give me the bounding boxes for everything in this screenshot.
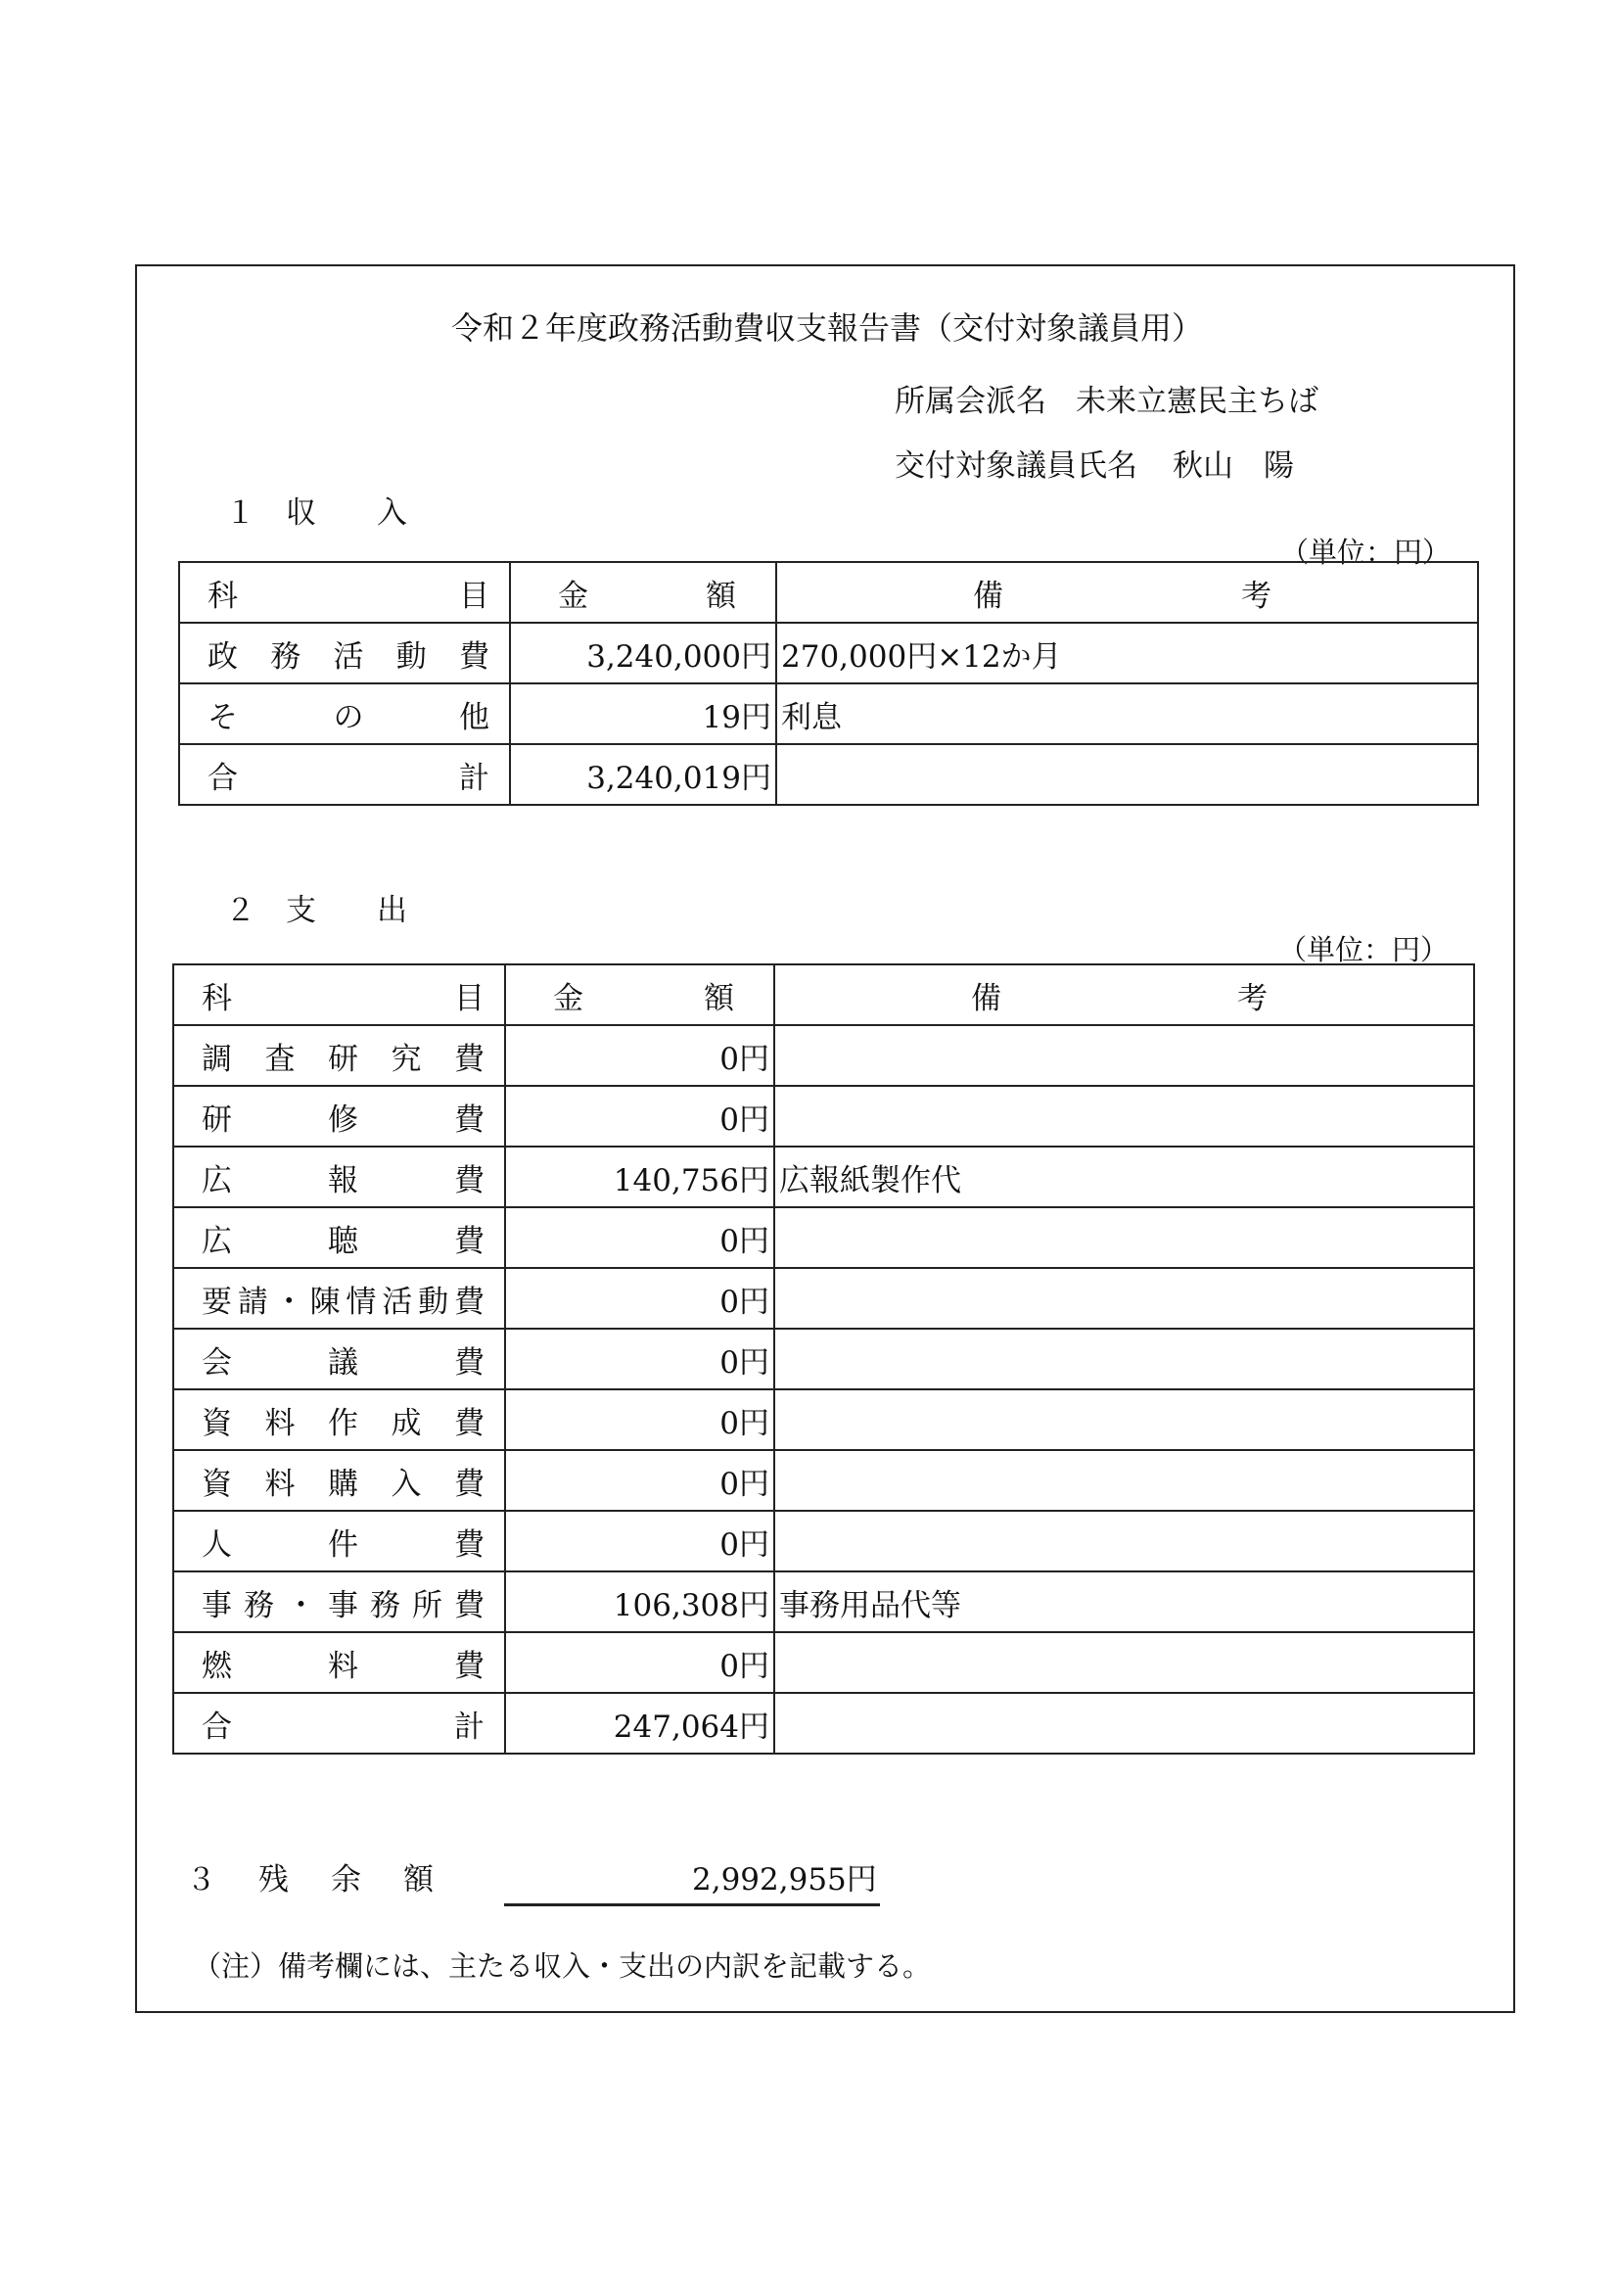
amount-cell: 3,240,019円 bbox=[510, 744, 776, 805]
expense-unit: （単位：円） bbox=[1278, 933, 1450, 966]
item-cell: その他 bbox=[179, 683, 510, 744]
balance-label: ３ 残 余 額 bbox=[186, 1862, 439, 1898]
column-header: 科目 bbox=[179, 562, 510, 623]
column-header: 備考 bbox=[776, 562, 1478, 623]
remarks-cell: 広報紙製作代 bbox=[774, 1147, 1474, 1207]
table-row bbox=[179, 744, 1478, 805]
faction-line bbox=[895, 376, 1318, 420]
remarks-cell bbox=[774, 1025, 1474, 1086]
footnote: （注）備考欄には、主たる収入・支出の内訳を記載する。 bbox=[193, 1949, 932, 1983]
amount-cell: 0円 bbox=[505, 1207, 774, 1268]
amount-cell: 140,756円 bbox=[505, 1147, 774, 1207]
amount-cell: 0円 bbox=[505, 1329, 774, 1389]
item-cell: 政務活動費 bbox=[179, 623, 510, 683]
expense-section-title: ２ 支 出 bbox=[225, 893, 407, 928]
table-row bbox=[173, 1632, 1474, 1693]
amount-cell: 0円 bbox=[505, 1086, 774, 1147]
item-cell: 合計 bbox=[179, 744, 510, 805]
amount-cell: 0円 bbox=[505, 1025, 774, 1086]
remarks-cell bbox=[774, 1450, 1474, 1511]
table-row bbox=[173, 1450, 1474, 1511]
expense-header-row bbox=[173, 964, 1474, 1025]
income-unit: （単位：円） bbox=[1280, 536, 1452, 569]
member-label: 交付対象議員氏名 bbox=[895, 448, 1137, 484]
faction-name: 未来立憲民主ちば bbox=[1076, 384, 1318, 419]
table-row bbox=[173, 1329, 1474, 1389]
amount-cell: 106,308円 bbox=[505, 1571, 774, 1632]
amount-cell: 0円 bbox=[505, 1389, 774, 1450]
table-row bbox=[173, 1086, 1474, 1147]
remarks-cell bbox=[774, 1389, 1474, 1450]
table-row bbox=[173, 1207, 1474, 1268]
balance-value: 2,992,955円 bbox=[692, 1862, 877, 1898]
remarks-cell bbox=[774, 1207, 1474, 1268]
item-cell: 広聴費 bbox=[173, 1207, 505, 1268]
expense-table bbox=[172, 963, 1475, 1755]
column-header: 科目 bbox=[173, 964, 505, 1025]
amount-cell: 247,064円 bbox=[505, 1693, 774, 1754]
remarks-cell: 事務用品代等 bbox=[774, 1571, 1474, 1632]
remarks-cell bbox=[776, 744, 1478, 805]
item-cell: 広報費 bbox=[173, 1147, 505, 1207]
remarks-cell bbox=[774, 1632, 1474, 1693]
table-row bbox=[179, 683, 1478, 744]
remarks-cell bbox=[774, 1268, 1474, 1329]
report-frame bbox=[135, 264, 1515, 2013]
item-cell: 資料購入費 bbox=[173, 1450, 505, 1511]
amount-cell: 0円 bbox=[505, 1511, 774, 1571]
remarks-cell bbox=[774, 1693, 1474, 1754]
table-row bbox=[173, 1147, 1474, 1207]
income-header-row bbox=[179, 562, 1478, 623]
income-section-title: １ 収 入 bbox=[225, 495, 407, 531]
amount-cell: 3,240,000円 bbox=[510, 623, 776, 683]
member-line bbox=[895, 441, 1294, 485]
remarks-cell: 270,000円×12か月 bbox=[776, 623, 1478, 683]
member-name: 秋山 陽 bbox=[1173, 448, 1294, 484]
amount-cell: 19円 bbox=[510, 683, 776, 744]
remarks-cell bbox=[774, 1329, 1474, 1389]
table-row bbox=[173, 1025, 1474, 1086]
amount-cell: 0円 bbox=[505, 1632, 774, 1693]
faction-label: 所属会派名 bbox=[895, 384, 1046, 419]
column-header: 備考 bbox=[774, 964, 1474, 1025]
table-row bbox=[173, 1268, 1474, 1329]
table-row bbox=[179, 623, 1478, 683]
table-row bbox=[173, 1693, 1474, 1754]
report-title: 令和２年度政務活動費収支報告書（交付対象議員用） bbox=[450, 309, 1203, 347]
item-cell: 要請・陳情活動費 bbox=[173, 1268, 505, 1329]
item-cell: 研修費 bbox=[173, 1086, 505, 1147]
item-cell: 事務・事務所費 bbox=[173, 1571, 505, 1632]
income-table bbox=[178, 561, 1479, 806]
table-row bbox=[173, 1511, 1474, 1571]
column-header: 金額 bbox=[510, 562, 776, 623]
remarks-cell: 利息 bbox=[776, 683, 1478, 744]
item-cell: 燃料費 bbox=[173, 1632, 505, 1693]
table-row bbox=[173, 1389, 1474, 1450]
item-cell: 会議費 bbox=[173, 1329, 505, 1389]
item-cell: 資料作成費 bbox=[173, 1389, 505, 1450]
item-cell: 調査研究費 bbox=[173, 1025, 505, 1086]
column-header: 金額 bbox=[505, 964, 774, 1025]
amount-cell: 0円 bbox=[505, 1450, 774, 1511]
amount-cell: 0円 bbox=[505, 1268, 774, 1329]
item-cell: 合計 bbox=[173, 1693, 505, 1754]
item-cell: 人件費 bbox=[173, 1511, 505, 1571]
remarks-cell bbox=[774, 1086, 1474, 1147]
table-row bbox=[173, 1571, 1474, 1632]
remarks-cell bbox=[774, 1511, 1474, 1571]
balance-underline bbox=[504, 1903, 880, 1906]
